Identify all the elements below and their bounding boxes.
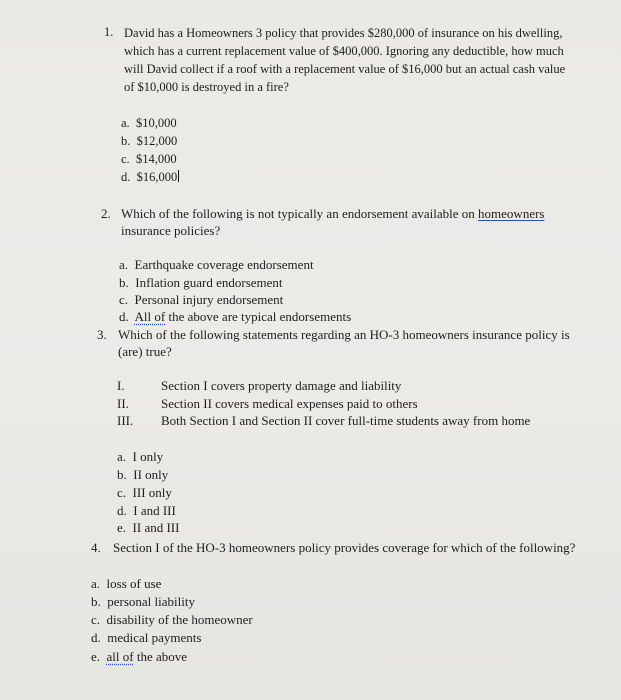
option-text: Personal injury endorsement [134,292,284,307]
question-1-text-line-3: will David collect if a roof with a replacement value of $16,000 but an actual cash value [124,62,566,76]
option-text: the above [133,649,188,664]
option-text: II only [133,467,169,482]
option-letter: b. [121,134,131,148]
option-letter: a. [121,116,130,130]
question-3-number: 3. [97,327,107,342]
option-text: $16,000 [136,170,178,184]
q1-option-c[interactable] [121,152,177,167]
question-3-text-line-1: Which of the following statements regarding an HO-3 homeowners insurance policy is [118,327,570,342]
option-letter: c. [117,485,127,500]
question-4-number: 4. [91,540,101,555]
option-text: $12,000 [136,134,178,148]
option-text: loss of use [106,576,162,591]
statement-roman: I. [117,378,125,393]
q3-option-e[interactable] [117,520,179,536]
option-letter: d. [121,170,131,184]
option-text: II and III [132,520,180,535]
option-letter: d. [91,630,101,645]
option-text: medical payments [107,630,202,645]
option-text: personal liability [107,594,195,609]
q3-option-d[interactable] [117,503,176,519]
option-letter: b. [119,275,129,290]
option-letter: e. [91,649,101,664]
spellcheck-underlined-word: homeowners [478,206,545,221]
q2-option-c[interactable] [119,292,283,308]
option-text: I only [132,449,164,464]
q4-option-e[interactable] [91,649,187,665]
question-4-text-line-1: Section I of the HO-3 homeowners policy provides coverage for which of the following? [113,540,576,555]
option-text: Inflation guard endorsement [135,275,283,290]
question-1-text-line-4: of $10,000 is destroyed in a fire? [124,80,289,94]
text-cursor [178,170,179,182]
option-text: disability of the homeowner [106,612,253,627]
q4-option-c[interactable] [91,612,253,628]
option-letter: d. [117,503,127,518]
q4-option-d[interactable] [91,630,201,646]
statement-roman: II. [117,396,129,411]
option-text: I and III [133,503,176,518]
option-text: $14,000 [135,152,177,166]
statement-text: Section II covers medical expenses paid to others [161,396,418,411]
option-letter: a. [119,257,129,272]
question-1-text-line-1: David has a Homeowners 3 policy that provides $280,000 of insurance on his dwelling, [124,26,563,40]
option-letter: c. [121,152,130,166]
q1-option-d[interactable] [121,170,179,185]
statement-text: Both Section I and Section II cover full-time students away from home [161,413,531,428]
q2-option-a[interactable] [119,257,314,273]
question-1-number: 1. [104,25,114,39]
statement-text: Section I covers property damage and liability [161,378,402,393]
q1-option-b[interactable] [121,134,177,149]
question-2-text: Which of the following is not typically an endorsement available on [121,206,479,221]
q2-option-b[interactable] [119,275,283,291]
option-text: $10,000 [135,116,177,130]
question-2-number: 2. [101,206,111,221]
grammar-underlined-text: all of [106,649,134,664]
q2-option-d[interactable] [119,309,351,325]
question-2-text-line-2: insurance policies? [121,223,221,238]
option-letter: c. [91,612,101,627]
statement-roman: III. [117,413,134,428]
option-text: the above are typical endorsements [165,309,352,324]
option-letter: d. [119,309,129,324]
option-text: III only [132,485,172,500]
q3-option-c[interactable] [117,485,172,501]
q3-option-b[interactable] [117,467,168,483]
option-letter: e. [117,520,127,535]
q4-option-a[interactable] [91,576,161,592]
option-letter: a. [91,576,101,591]
option-text: Earthquake coverage endorsement [134,257,314,272]
option-letter: b. [91,594,101,609]
option-letter: a. [117,449,127,464]
option-letter: b. [117,467,127,482]
grammar-underlined-text: All of [134,309,166,324]
question-3-text-line-2: (are) true? [118,344,172,359]
option-letter: c. [119,292,129,307]
question-2-text-line-1 [121,206,544,222]
q1-option-a[interactable] [121,116,177,131]
q3-option-a[interactable] [117,449,163,465]
question-1-text-line-2: which has a current replacement value of $400,000. Ignoring any deductible, how much [124,44,564,58]
q4-option-b[interactable] [91,594,195,610]
